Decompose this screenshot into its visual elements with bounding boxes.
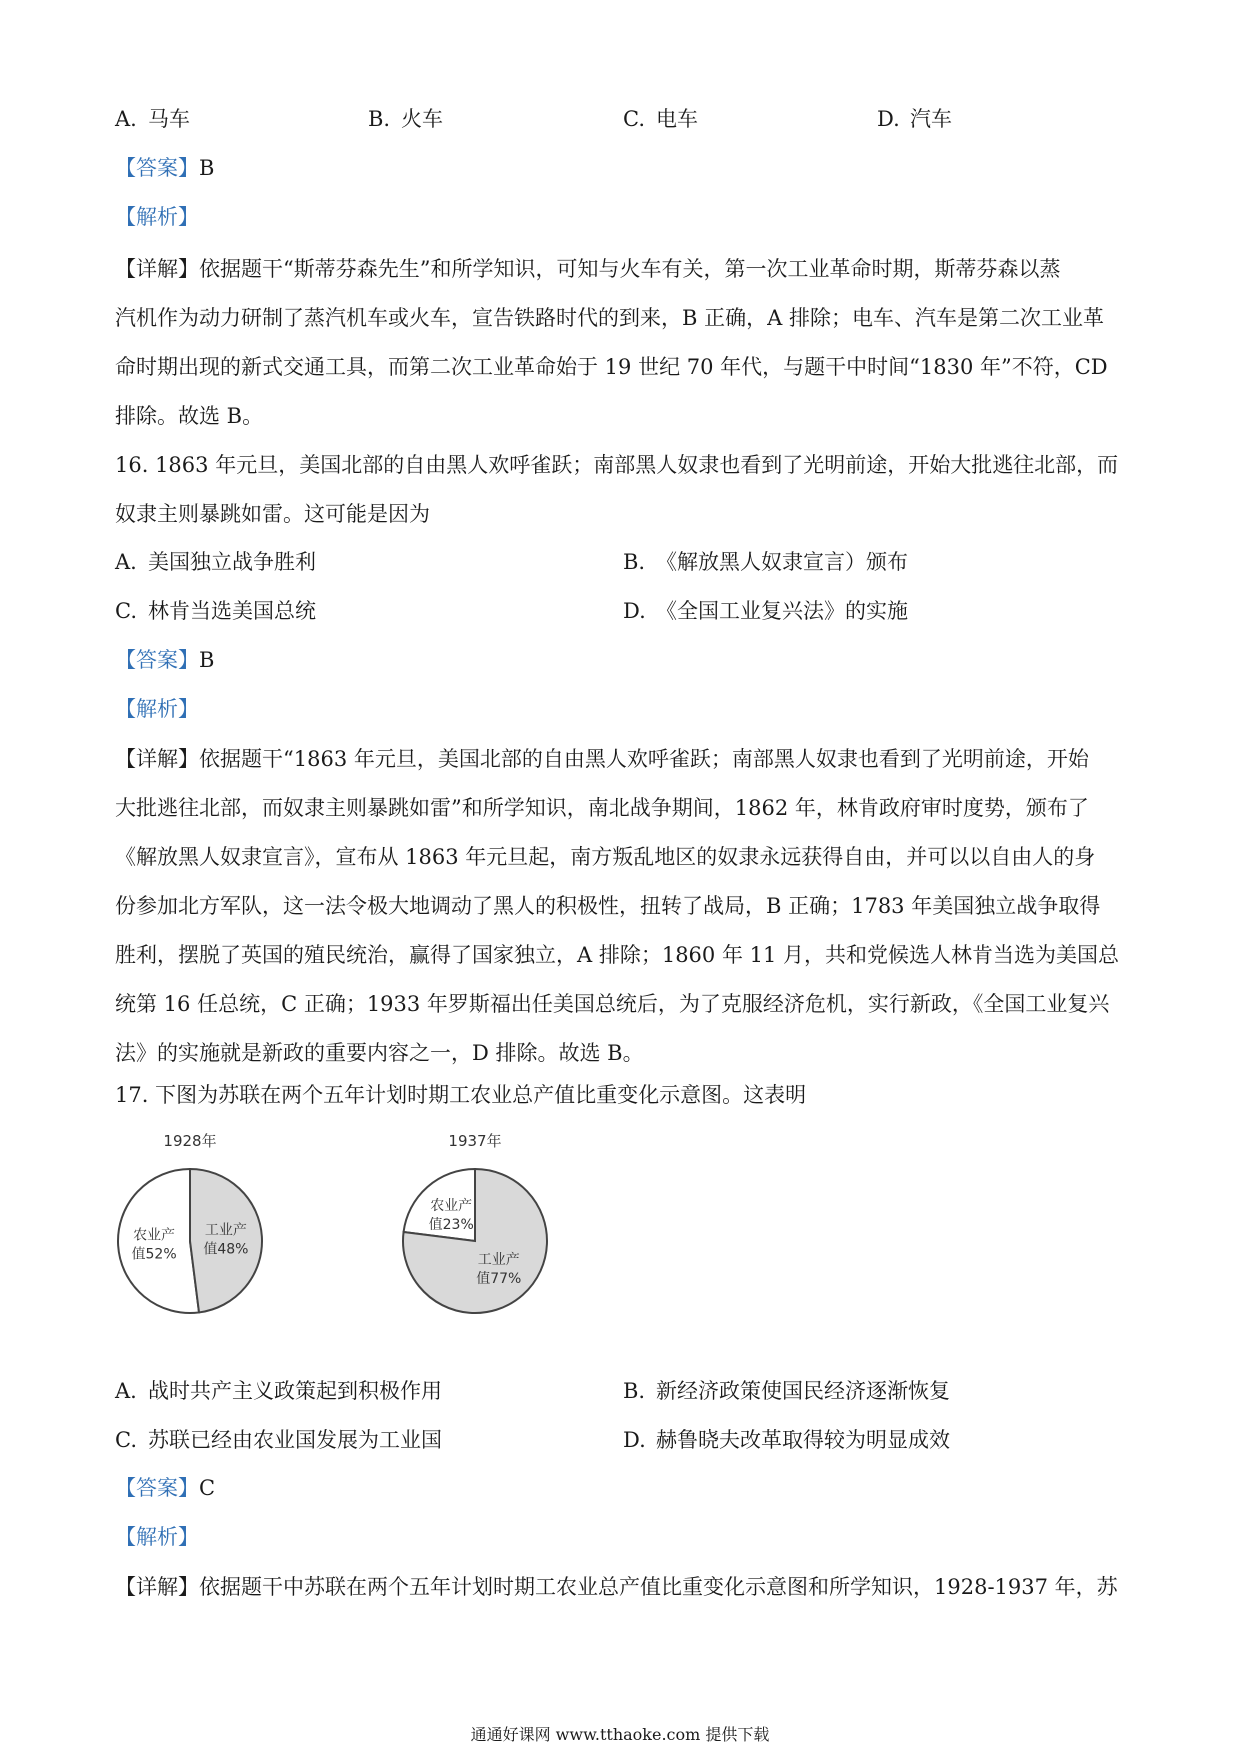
detail-line: 统第 16 任总统，C 正确；1933 年罗斯福出任美国总统后，为了克服经济危机，实行新政，《全国工业复兴 [115, 992, 1110, 1016]
pie-title: 1937年 [448, 1132, 502, 1150]
pie-title: 1928年 [163, 1132, 217, 1150]
option-text: 《全国工业复兴法》的实施 [656, 599, 908, 623]
q17-detail [115, 1563, 1131, 1612]
q16-option-a [115, 547, 316, 577]
q17-answer [115, 1473, 215, 1503]
q17-stem: 17. 下图为苏联在两个五年计划时期工农业总产值比重变化示意图。这表明 [115, 1083, 807, 1107]
option-text: 赫鲁晓夫改革取得较为明显成效 [656, 1428, 950, 1452]
detail-line: 胜利，摆脱了英国的殖民统治，赢得了国家独立，A 排除；1860 年 11 月，共和党候选人林肯当选为美国总 [115, 943, 1120, 967]
answer-tag: 【答案】 [115, 648, 199, 672]
option-text: 苏联已经由农业国发展为工业国 [148, 1428, 442, 1452]
detail-line: 命时期出现的新式交通工具，而第二次工业革命始于 19 世纪 70 年代，与题干中时间“1830 年”不符，CD [115, 355, 1108, 379]
pie-slice-value: 值23% [428, 1216, 474, 1233]
detail-line: 大批逃往北部，而奴隶主则暴跳如雷”和所学知识，南北战争期间，1862 年，林肯政府审时度势，颁布了 [115, 796, 1089, 820]
detail-line: 【详解】依据题干“1863 年元旦，美国北部的自由黑人欢呼雀跃；南部黑人奴隶也看到了光明前途，开始 [115, 747, 1089, 771]
q16-option-c [115, 596, 316, 626]
detail-line: 法》的实施就是新政的重要内容之一，D 排除。故选 B。 [115, 1041, 644, 1065]
pie-slice-label: 农业产 [133, 1227, 176, 1244]
option-text: 美国独立战争胜利 [148, 550, 316, 574]
q16-answer [115, 645, 214, 675]
answer-value: B [199, 156, 215, 180]
q15-option-d [877, 104, 952, 134]
pie-chart-1928 [108, 1128, 288, 1318]
pie-chart-1937-svg [393, 1128, 573, 1318]
q15-option-b [368, 104, 443, 134]
option-text: 战时共产主义政策起到积极作用 [148, 1379, 442, 1403]
option-text: 汽车 [910, 107, 952, 131]
q17-option-b [623, 1376, 950, 1406]
option-key: A. [115, 550, 137, 574]
pie-slice-label: 工业产 [204, 1222, 247, 1239]
answer-tag: 【答案】 [115, 156, 199, 180]
option-key: D. [877, 107, 900, 131]
q17-analysis-tag: 【解析】 [115, 1525, 199, 1549]
detail-tag: 【详解】 [115, 747, 199, 771]
option-text: 火车 [401, 107, 443, 131]
q16-detail [115, 735, 1131, 1078]
pie-slice-value: 值52% [131, 1246, 177, 1263]
option-text: 林肯当选美国总统 [148, 599, 316, 623]
option-key: C. [115, 599, 137, 623]
pie-slice-label: 农业产 [430, 1197, 473, 1214]
q17-option-a [115, 1376, 442, 1406]
option-key: D. [623, 1428, 646, 1452]
q16-stem [115, 441, 1131, 539]
q15-option-c [623, 104, 698, 134]
page-footer: 通通好课网 www.tthaoke.com 提供下载 [470, 1725, 770, 1744]
pie-slice [190, 1169, 262, 1312]
option-text: 电车 [656, 107, 698, 131]
answer-tag: 【答案】 [115, 1476, 199, 1500]
option-key: A. [115, 1379, 137, 1403]
pie-slice-value: 值48% [203, 1241, 249, 1258]
detail-line: 排除。故选 B。 [115, 404, 264, 428]
option-key: A. [115, 107, 137, 131]
option-text: 新经济政策使国民经济逐渐恢复 [656, 1379, 950, 1403]
pie-chart-1928-svg [108, 1128, 288, 1318]
stem-line: 奴隶主则暴跳如雷。这可能是因为 [115, 502, 430, 526]
pie-slice-value: 值77% [476, 1271, 522, 1288]
option-key: C. [623, 107, 645, 131]
detail-line: 份参加北方军队，这一法令极大地调动了黑人的积极性，扭转了战局，B 正确；1783 年美国独立战争取得 [115, 894, 1101, 918]
q15-answer [115, 153, 214, 183]
q15-option-a [115, 104, 190, 134]
q16-option-b [623, 547, 908, 577]
option-key: D. [623, 599, 646, 623]
detail-line: 【详解】依据题干“斯蒂芬森先生”和所学知识，可知与火车有关，第一次工业革命时期，斯蒂芬森以蒸 [115, 257, 1061, 281]
option-text: 《解放黑人奴隶宣言）颁布 [656, 550, 908, 574]
detail-tag: 【详解】 [115, 1575, 199, 1599]
q15-analysis-tag: 【解析】 [115, 205, 199, 229]
q15-detail [115, 245, 1131, 441]
pie-slice-label: 工业产 [477, 1252, 520, 1269]
option-key: B. [623, 550, 646, 574]
detail-line: 汽机作为动力研制了蒸汽机车或火车，宣告铁路时代的到来，B 正确，A 排除；电车、汽车是第二次工业革 [115, 306, 1104, 330]
option-key: B. [368, 107, 391, 131]
detail-line: 《解放黑人奴隶宣言》，宣布从 1863 年元旦起，南方叛乱地区的奴隶永远获得自由，并可以以自由人的身 [115, 845, 1096, 869]
option-text: 马车 [148, 107, 190, 131]
answer-value: B [199, 648, 215, 672]
q17-option-c [115, 1425, 442, 1455]
detail-line: 【详解】依据题干中苏联在两个五年计划时期工农业总产值比重变化示意图和所学知识，1928-1937 年，苏 [115, 1575, 1118, 1599]
detail-tag: 【详解】 [115, 257, 199, 281]
stem-line: 16. 1863 年元旦，美国北部的自由黑人欢呼雀跃；南部黑人奴隶也看到了光明前途，开始大批逃往北部，而 [115, 453, 1119, 477]
pie-chart-1937 [393, 1128, 573, 1318]
q16-analysis-tag: 【解析】 [115, 697, 199, 721]
option-key: C. [115, 1428, 137, 1452]
answer-value: C [199, 1476, 216, 1500]
option-key: B. [623, 1379, 646, 1403]
q16-option-d [623, 596, 908, 626]
q17-option-d [623, 1425, 950, 1455]
